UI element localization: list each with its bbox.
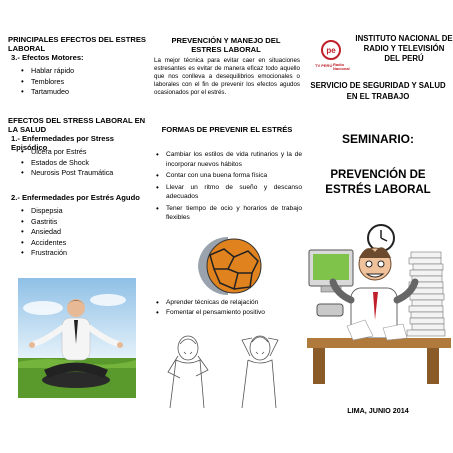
list-item: • Temblores xyxy=(21,77,74,88)
list-item: • Hablar rápido xyxy=(21,66,74,77)
list-item: • Llevar un ritmo de sueño y descanso adecuados xyxy=(156,183,302,202)
institute-name: INSTITUTO NACIONAL DE RADIO Y TELEVISIÓN DEL PERÚ xyxy=(355,34,453,63)
list-item: • Tener tiempo de ocio y horarios de trabajo flexibles xyxy=(156,204,302,223)
episodic-heading: 1.- Enfermedades por Stress Episódico xyxy=(11,134,114,152)
list-item: • Aprender técnicas de relajación xyxy=(156,298,302,308)
prevention-title: PREVENCIÓN Y MANEJO DEL ESTRES LABORAL xyxy=(171,36,281,54)
list-item: • Cambiar los estilos de vida rutinarios y la de incorporar nuevos hábitos xyxy=(156,150,302,169)
list-item: • Neurosis Post Traumática xyxy=(21,168,113,179)
forms-list-2 xyxy=(156,298,302,318)
stressed-figures-illustration xyxy=(156,326,296,410)
logo-tv: TV PERÚ xyxy=(315,63,333,68)
list-item: • Estados de Shock xyxy=(21,158,113,169)
list-item: • Tartamudeo xyxy=(21,87,74,98)
health-title: EFECTOS DEL STRESS LABORAL EN LA SALUD xyxy=(8,116,146,134)
list-item: • Ansiedad xyxy=(21,227,67,238)
stressed-worker-illustration xyxy=(307,222,451,386)
meditation-photo xyxy=(18,278,136,398)
prevention-paragraph: La mejor técnica para evitar caer en situaciones estresantes es evitar de manera eficaz todo aquello que nos conlleva a desequilibrios emocionales o laborales con el fin de prevenir los efectos agudos ocasionados por el estrés. xyxy=(154,57,300,97)
acute-list xyxy=(21,206,67,259)
effects-title: PRINCIPALES EFECTOS DEL ESTRES LABORAL xyxy=(8,35,146,53)
service-name: SERVICIO DE SEGURIDAD Y SALUD EN EL TRABAJO xyxy=(310,81,446,101)
list-item: • Contar con una buena forma física xyxy=(156,171,302,181)
list-item: • Accidentes xyxy=(21,238,67,249)
list-item: • Dispepsia xyxy=(21,206,67,217)
column-effects xyxy=(0,0,150,453)
place-date: LIMA, JUNIO 2014 xyxy=(347,406,409,415)
forms-title: FORMAS DE PREVENIR EL ESTRÉS xyxy=(161,125,293,134)
seminar-label: SEMINARIO: xyxy=(342,132,414,146)
list-item: • Frustración xyxy=(21,248,67,259)
list-item: • Ulcera por Estrés xyxy=(21,147,113,158)
seminar-title: PREVENCIÓN DE ESTRÉS LABORAL xyxy=(325,169,431,196)
logo-radio: Radio Nacional xyxy=(333,62,350,71)
motor-heading: 3.- Efectos Motores: xyxy=(11,53,84,62)
column-cover xyxy=(303,0,453,453)
list-item: • Fomentar el pensamiento positivo xyxy=(156,308,302,318)
logo-mark: pe xyxy=(321,40,341,60)
irtp-logo xyxy=(321,40,341,60)
list-item: • Gastritis xyxy=(21,217,67,228)
episodic-list xyxy=(21,147,113,179)
column-prevention xyxy=(150,0,303,453)
motor-list xyxy=(21,66,74,98)
acute-heading: 2.- Enfermedades por Estrés Agudo xyxy=(11,193,140,202)
forms-list xyxy=(156,150,302,223)
ball-illustration xyxy=(190,235,268,297)
